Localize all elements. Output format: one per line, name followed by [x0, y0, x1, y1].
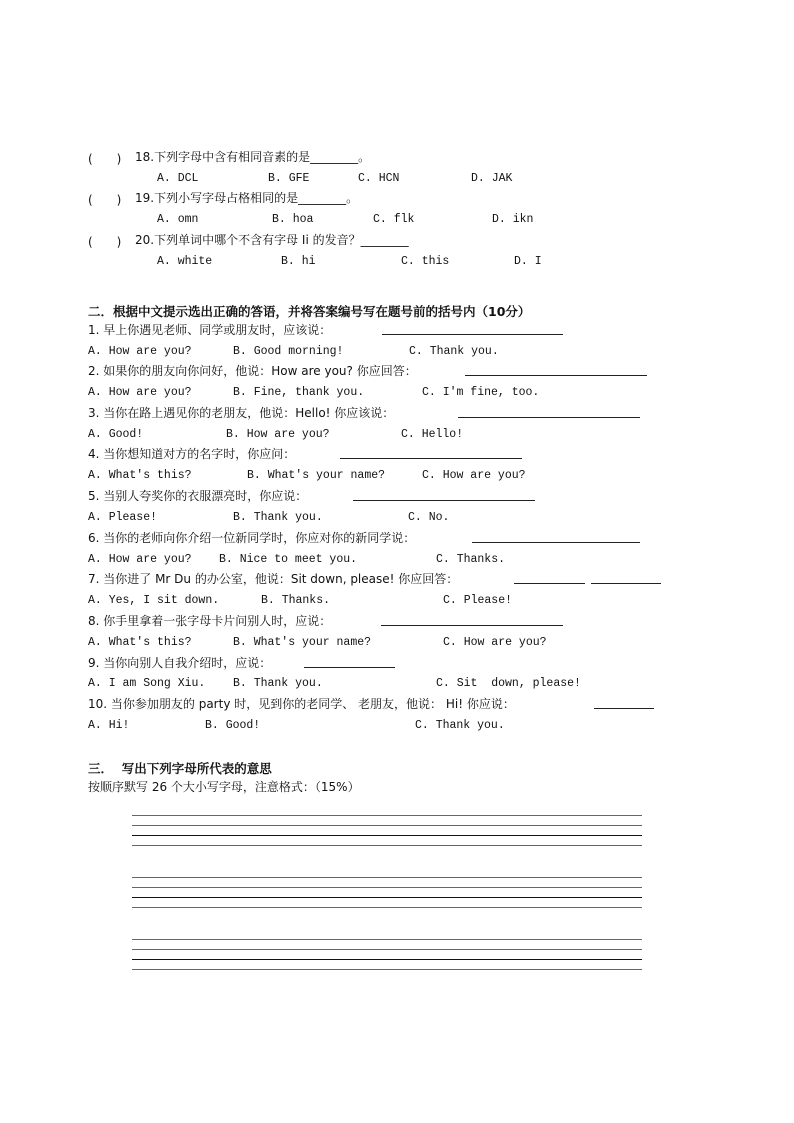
p2-q9-option-c: C. Sit down, please! — [436, 677, 581, 690]
p2-q6-text: 6. 当你的老师向你介绍一位新同学时，你应对你的新同学说： — [88, 531, 416, 545]
p2-q1-blank[interactable] — [382, 323, 563, 335]
p2-q10-blank[interactable] — [594, 697, 654, 709]
q18-option-d: D. JAK — [471, 172, 513, 185]
p2-q6-option-c: C. Thanks. — [436, 553, 506, 566]
q20-option-a: A. white — [157, 255, 213, 268]
p2-q9-option-b: B. Thank you. — [233, 677, 323, 690]
writing-baseline — [132, 835, 642, 836]
p2-q3-option-b: B. How are you? — [226, 428, 330, 441]
p2-q7-blank-2[interactable] — [591, 572, 661, 584]
p2-q8-text: 8. 你手里拿着一张字母卡片问别人时，应说： — [88, 614, 332, 628]
q18-option-b: B. GFE — [268, 172, 310, 185]
q18-text: 18.下列字母中含有相同音素的是________。 — [135, 150, 371, 164]
writing-line — [132, 969, 642, 970]
p2-q1-option-b: B. Good morning! — [233, 345, 344, 358]
q19-option-a: A. omn — [157, 213, 199, 226]
p2-q1-text: 1. 早上你遇见老师、同学或朋友时，应该说： — [88, 323, 332, 337]
p2-q3-option-c: C. Hello! — [401, 428, 464, 441]
p2-q6-option-a: A. How are you? — [88, 553, 192, 566]
writing-line — [132, 949, 642, 950]
p2-q4-option-b: B. What's your name? — [247, 469, 386, 482]
p2-q6-option-b: B. Nice to meet you. — [219, 553, 358, 566]
p2-q8-option-b: B. What's your name? — [233, 636, 372, 649]
p2-q7-text: 7. 当你进了 Mr Du 的办公室，他说：Sit down, please! 你应回答： — [88, 572, 459, 586]
writing-line — [132, 845, 642, 846]
q18-option-a: A. DCL — [157, 172, 199, 185]
p2-q3-option-a: A. Good! — [88, 428, 144, 441]
p2-q4-option-a: A. What's this? — [88, 469, 192, 482]
q19-paren[interactable]: ( ) — [88, 193, 122, 207]
p2-q5-option-a: A. Please! — [88, 511, 158, 524]
p2-q10-option-b: B. Good! — [205, 719, 261, 732]
q20-option-b: B. hi — [281, 255, 316, 268]
p2-q4-option-c: C. How are you? — [422, 469, 526, 482]
p2-q9-option-a: A. I am Song Xiu. — [88, 677, 206, 690]
writing-baseline — [132, 897, 642, 898]
q19-text: 19.下列小写字母占格相同的是________。 — [135, 191, 359, 205]
p2-q10-text: 10. 当你参加朋友的 party 时，见到你的老同学、 老朋友，他说： Hi! 你应说： — [88, 697, 515, 711]
p2-q1-option-c: C. Thank you. — [409, 345, 499, 358]
p2-q2-blank[interactable] — [465, 364, 647, 376]
q19-option-c: C. flk — [373, 213, 415, 226]
p2-q5-text: 5. 当别人夸奖你的衣服漂亮时，你应说： — [88, 489, 308, 503]
p2-q7-option-b: B. Thanks. — [261, 594, 331, 607]
q20-paren[interactable]: ( ) — [88, 235, 122, 249]
p2-q2-option-c: C. I'm fine, too. — [422, 386, 540, 399]
p2-q1-option-a: A. How are you? — [88, 345, 192, 358]
p2-q5-option-b: B. Thank you. — [233, 511, 323, 524]
p2-q3-blank[interactable] — [458, 406, 640, 418]
writing-line — [132, 877, 642, 878]
p2-q2-text: 2. 如果你的朋友向你问好，他说：How are you? 你应回答： — [88, 364, 417, 378]
p2-q2-option-b: B. Fine, thank you. — [233, 386, 365, 399]
writing-line — [132, 887, 642, 888]
writing-line — [132, 907, 642, 908]
writing-line — [132, 825, 642, 826]
p2-q10-option-a: A. Hi! — [88, 719, 130, 732]
p2-q5-blank[interactable] — [353, 489, 535, 501]
p2-q3-text: 3. 当你在路上遇见你的老朋友，他说：Hello! 你应该说： — [88, 406, 395, 420]
p2-q8-blank[interactable] — [381, 614, 563, 626]
p2-q8-option-c: C. How are you? — [443, 636, 547, 649]
p2-q7-option-a: A. Yes, I sit down. — [88, 594, 220, 607]
writing-line — [132, 939, 642, 940]
p2-q4-blank[interactable] — [340, 447, 522, 459]
q20-option-c: C. this — [401, 255, 450, 268]
p2-q5-option-c: C. No. — [408, 511, 450, 524]
writing-line — [132, 815, 642, 816]
q19-option-b: B. hoa — [272, 213, 314, 226]
q20-option-d: D. I — [514, 255, 542, 268]
q19-option-d: D. ikn — [492, 213, 534, 226]
q18-option-c: C. HCN — [358, 172, 400, 185]
p2-q10-option-c: C. Thank you. — [415, 719, 505, 732]
q20-text: 20.下列单词中哪个不含有字母 Ii 的发音？________ — [135, 233, 409, 247]
q18-paren[interactable]: ( ) — [88, 152, 122, 166]
part3-instruction: 按顺序默写 26 个大小写字母，注意格式：（15%） — [88, 780, 360, 794]
p2-q7-blank-1[interactable] — [514, 572, 585, 584]
p2-q7-option-c: C. Please! — [443, 594, 513, 607]
p2-q8-option-a: A. What's this? — [88, 636, 192, 649]
writing-baseline — [132, 959, 642, 960]
p2-q4-text: 4. 当你想知道对方的名字时，你应问： — [88, 447, 296, 461]
part2-title: 二．根据中文提示选出正确的答语，并将答案编号写在题号前的括号内（10分） — [88, 304, 531, 319]
p2-q2-option-a: A. How are you? — [88, 386, 192, 399]
p2-q9-blank[interactable] — [304, 656, 395, 668]
part3-title: 三． 写出下列字母所代表的意思 — [88, 761, 272, 776]
p2-q9-text: 9. 当你向别人自我介绍时，应说： — [88, 656, 272, 670]
p2-q6-blank[interactable] — [472, 531, 640, 543]
